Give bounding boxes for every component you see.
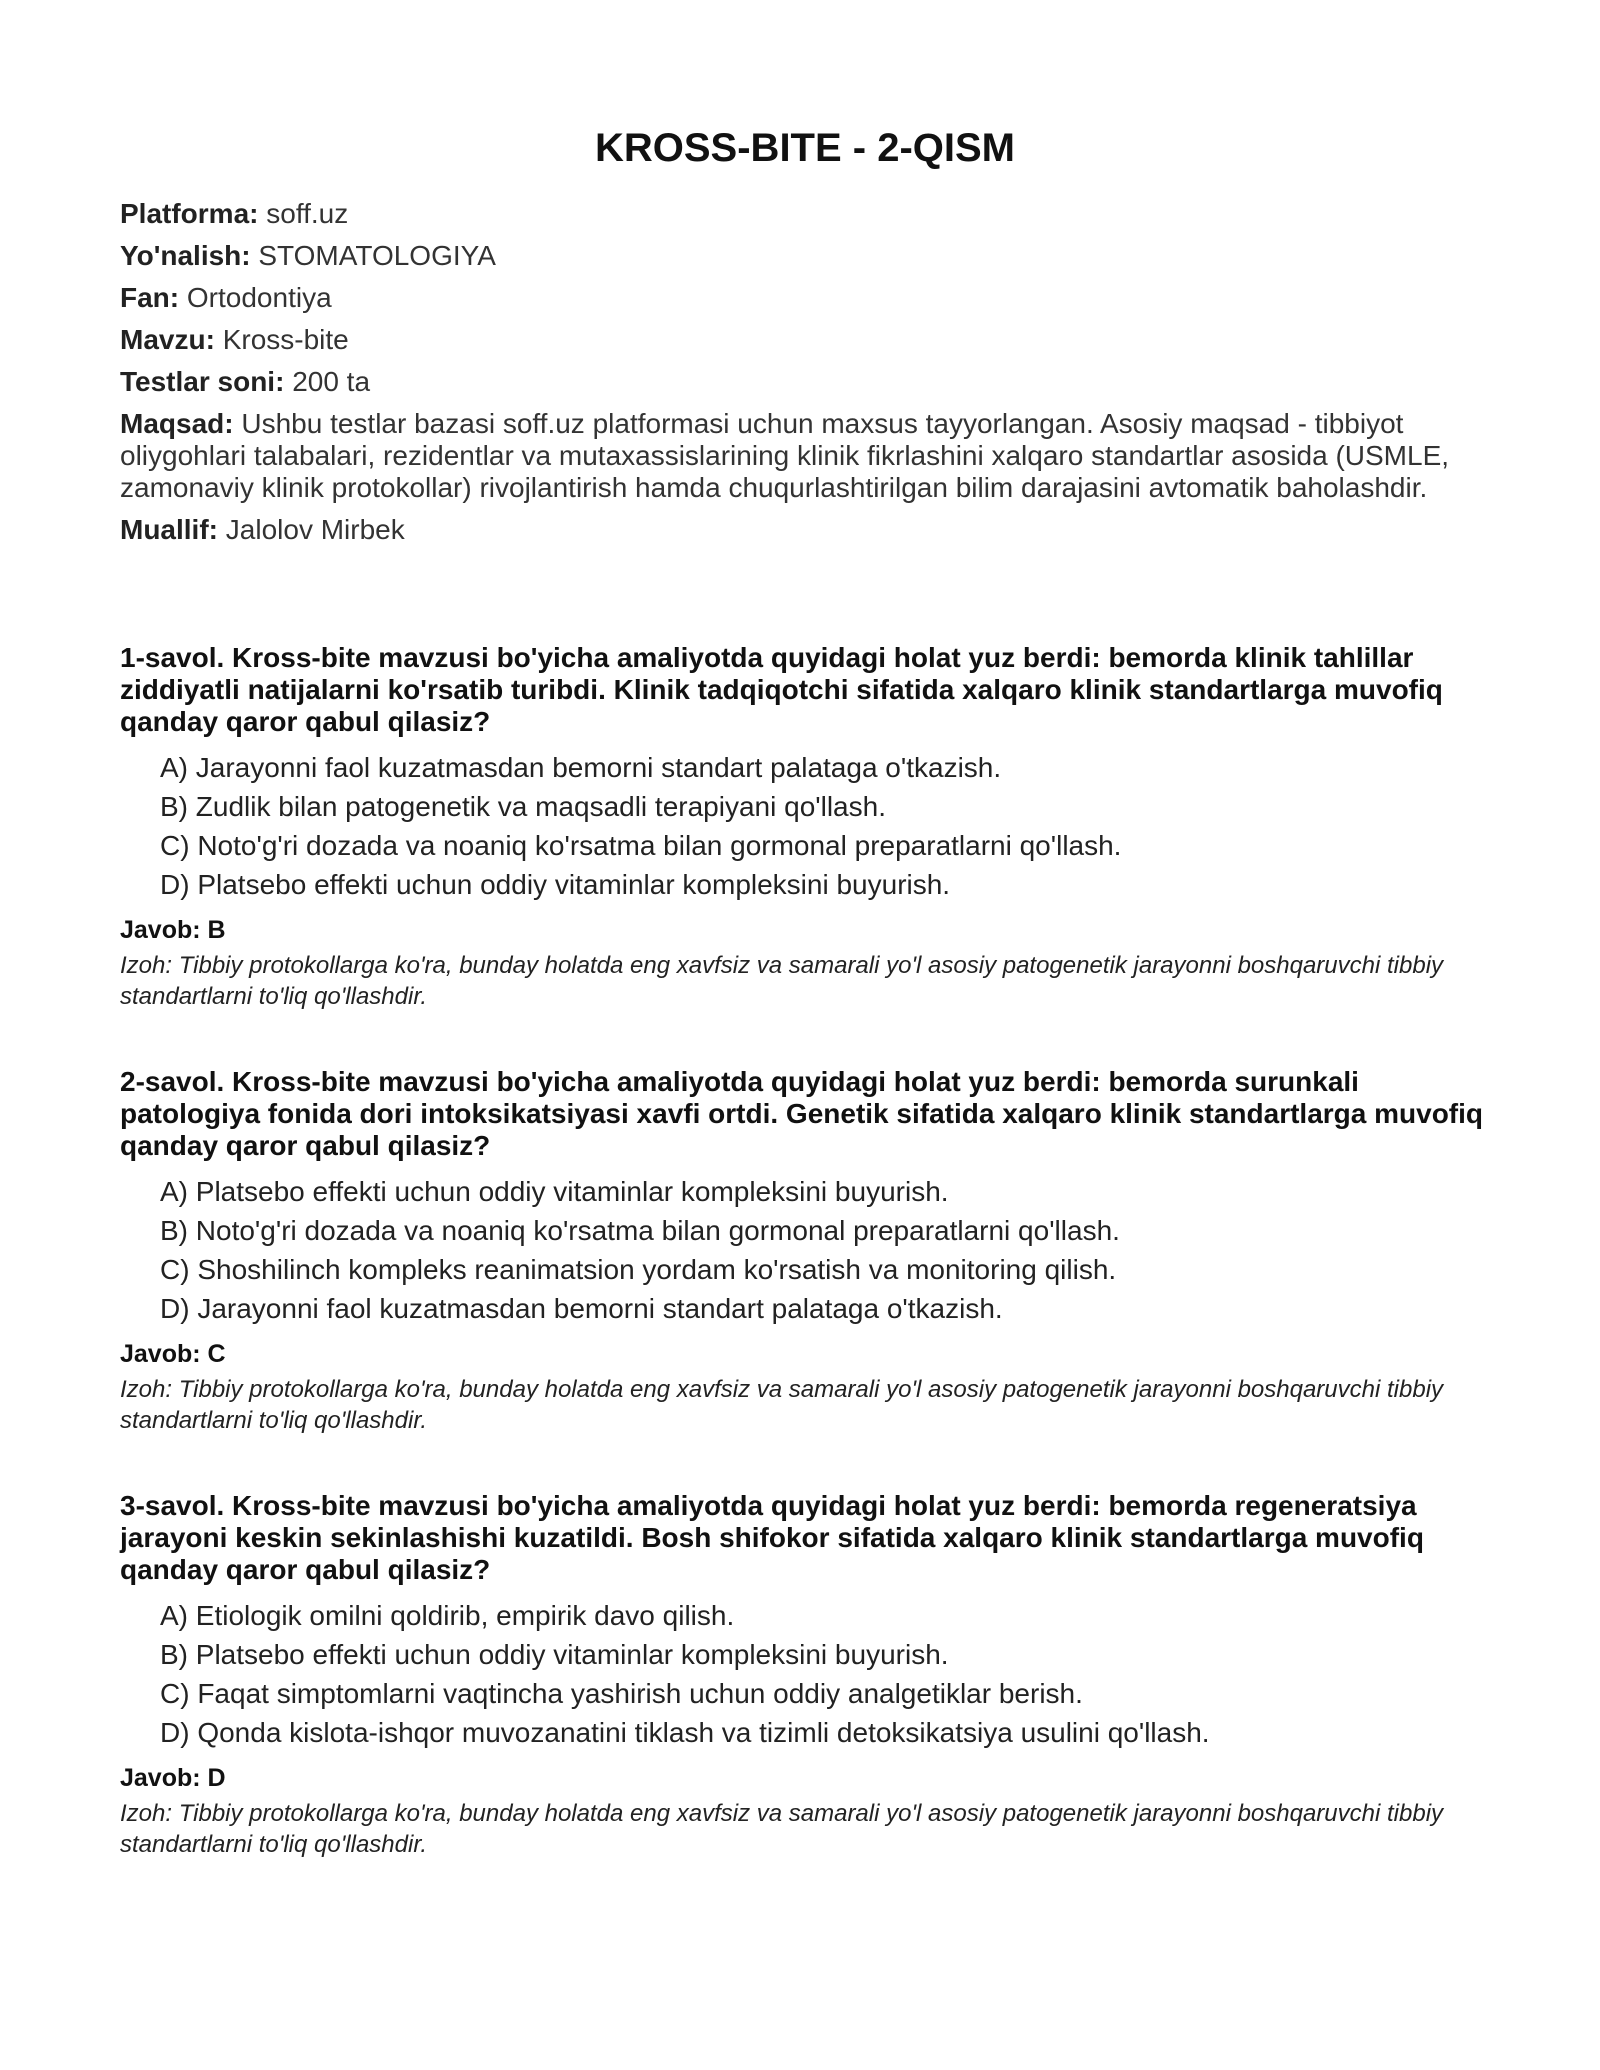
question-text: 3-savol. Kross-bite mavzusi bo'yicha amaliyotda quyidagi holat yuz berdi: bemorda regeneratsiya jarayoni keskin sekinlashishi kuzatildi. Bosh shifokor sifatida xalqaro klinik standartlarga muvofiq qanday qaror qabul qilasiz? xyxy=(120,1490,1424,1585)
meta-value: soff.uz xyxy=(266,198,349,229)
meta-value: Ortodontiya xyxy=(186,282,332,313)
option-item: B) Noto'g'ri dozada va noaniq ko'rsatma bilan gormonal preparatlarni qo'llash. xyxy=(160,1215,1120,1246)
meta-label: Mavzu: xyxy=(120,324,215,355)
question-text: 2-savol. Kross-bite mavzusi bo'yicha amaliyotda quyidagi holat yuz berdi: bemorda surunkali patologiya fonida dori intoksikatsiyasi xavfi ortdi. Genetik sifatida xalqaro klinik standartlarga muvofiq qanday qaror qabul qilasiz? xyxy=(120,1066,1484,1161)
meta-subject xyxy=(120,282,1490,314)
meta-direction xyxy=(120,240,1490,272)
meta-label: Yo'nalish: xyxy=(120,240,251,271)
question-block xyxy=(120,1490,1490,1860)
meta-topic xyxy=(120,324,1490,356)
meta-test-count xyxy=(120,366,1490,398)
meta-purpose xyxy=(120,408,1490,504)
document-title: KROSS-BITE - 2-QISM xyxy=(594,126,1016,170)
meta-value: Jalolov Mirbek xyxy=(225,514,405,545)
explanation-note: Izoh: Tibbiy protokollarga ko'ra, bunday holatda eng xavfsiz va samarali yo'l asosiy patogenetik jarayonni boshqaruvchi tibbiy standartlarni to'liq qo'llashdir. xyxy=(120,1800,1444,1858)
document-page xyxy=(120,118,1490,1860)
meta-value: 200 ta xyxy=(292,366,371,397)
explanation-note: Izoh: Tibbiy protokollarga ko'ra, bunday holatda eng xavfsiz va samarali yo'l asosiy patogenetik jarayonni boshqaruvchi tibbiy standartlarni to'liq qo'llashdir. xyxy=(120,952,1444,1010)
option-list xyxy=(120,1172,1490,1328)
option-list xyxy=(120,748,1490,904)
option-item: B) Platsebo effekti uchun oddiy vitaminlar kompleksini buyurish. xyxy=(160,1639,949,1670)
option-item: C) Shoshilinch kompleks reanimatsion yordam ko'rsatish va monitoring qilish. xyxy=(160,1254,1117,1285)
meta-label: Fan: xyxy=(120,282,180,313)
option-item: A) Etiologik omilni qoldirib, empirik davo qilish. xyxy=(160,1600,735,1631)
answer-label: Javob: D xyxy=(120,1764,226,1792)
option-item: C) Faqat simptomlarni vaqtincha yashirish uchun oddiy analgetiklar berish. xyxy=(160,1678,1083,1709)
option-item: D) Jarayonni faol kuzatmasdan bemorni standart palataga o'tkazish. xyxy=(160,1293,1003,1324)
option-item: C) Noto'g'ri dozada va noaniq ko'rsatma bilan gormonal preparatlarni qo'llash. xyxy=(160,830,1122,861)
option-item: D) Qonda kislota-ishqor muvozanatini tiklash va tizimli detoksikatsiya usulini qo'llash. xyxy=(160,1717,1210,1748)
option-item: A) Platsebo effekti uchun oddiy vitaminlar kompleksini buyurish. xyxy=(160,1176,949,1207)
question-block xyxy=(120,1066,1490,1436)
meta-label: Testlar soni: xyxy=(120,366,285,397)
meta-label: Muallif: xyxy=(120,514,218,545)
meta-author xyxy=(120,514,1490,546)
option-list xyxy=(120,1596,1490,1752)
meta-label: Maqsad: xyxy=(120,408,234,439)
meta-label: Platforma: xyxy=(120,198,259,229)
explanation-note: Izoh: Tibbiy protokollarga ko'ra, bunday holatda eng xavfsiz va samarali yo'l asosiy patogenetik jarayonni boshqaruvchi tibbiy standartlarni to'liq qo'llashdir. xyxy=(120,1376,1444,1434)
question-text: 1-savol. Kross-bite mavzusi bo'yicha amaliyotda quyidagi holat yuz berdi: bemorda klinik tahlillar ziddiyatli natijalarni ko'rsatib turibdi. Klinik tadqiqotchi sifatida xalqaro klinik standartlarga muvofiq qanday qaror qabul qilasiz? xyxy=(120,642,1443,737)
answer-label: Javob: B xyxy=(120,916,226,944)
answer-label: Javob: C xyxy=(120,1340,226,1368)
option-item: A) Jarayonni faol kuzatmasdan bemorni standart palataga o'tkazish. xyxy=(160,752,1002,783)
meta-value: STOMATOLOGIYA xyxy=(258,240,496,271)
question-spacer xyxy=(120,1436,1490,1490)
meta-value: Kross-bite xyxy=(222,324,349,355)
meta-value: Ushbu testlar bazasi soff.uz platformasi uchun maxsus tayyorlangan. Asosiy maqsad - tibbiyot oliygohlari talabalari, rezidentlar va mutaxassislarining klinik fikrlashini xalqaro standartlar asosida (USMLE, zamonaviy klinik protokollar) rivojlantirish hamda chuqurlashtirilgan bilim darajasini avtomatik baholashdir. xyxy=(120,408,1450,503)
option-item: B) Zudlik bilan patogenetik va maqsadli terapiyani qo'llash. xyxy=(160,791,886,822)
section-spacer xyxy=(120,556,1490,642)
meta-platform xyxy=(120,198,1490,230)
question-block xyxy=(120,642,1490,1012)
option-item: D) Platsebo effekti uchun oddiy vitaminlar kompleksini buyurish. xyxy=(160,869,951,900)
question-spacer xyxy=(120,1012,1490,1066)
